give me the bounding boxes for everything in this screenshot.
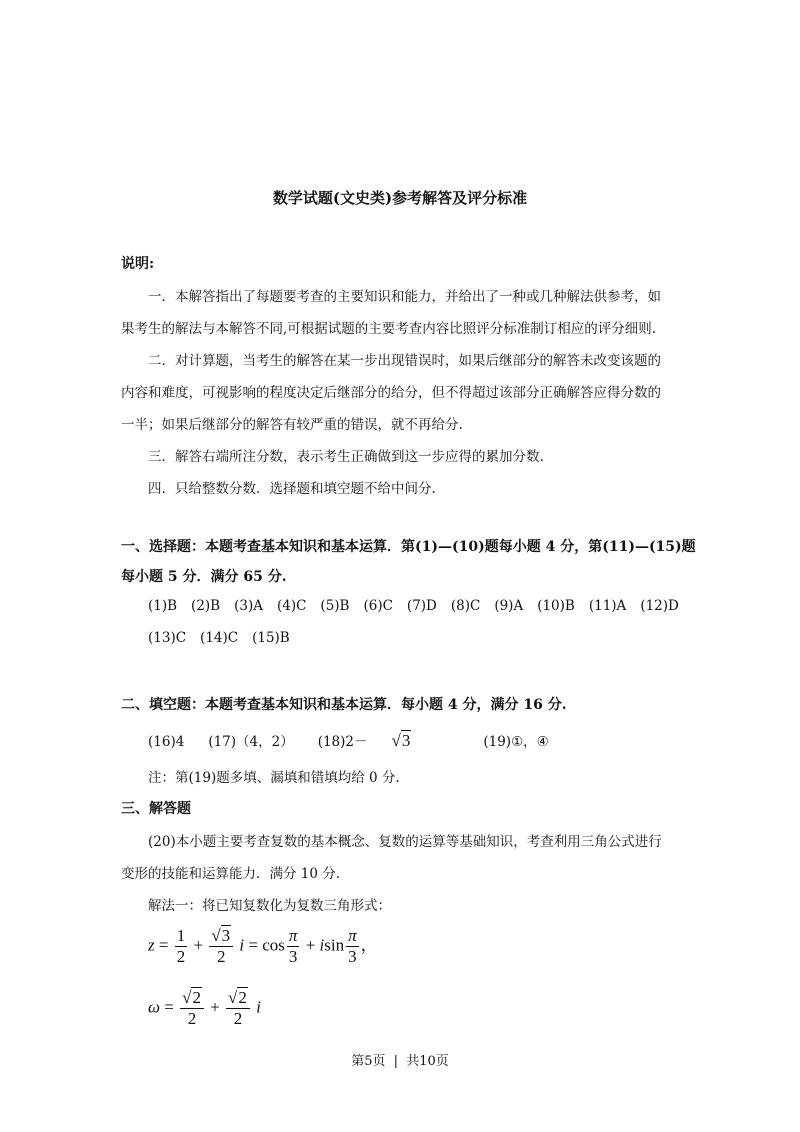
note-2-line-3: 一半；如果后继部分的解答有较严重的错误，就不再给分.	[121, 417, 463, 433]
choice-answer: (15)B	[252, 630, 290, 646]
var-omega: ω	[148, 997, 161, 1017]
sqrt-symbol: √2	[182, 988, 201, 1007]
note-4: 四．只给整数分数．选择题和填空题不给中间分.	[148, 481, 436, 497]
sqrt-radicand: 3	[221, 926, 231, 945]
choice-answers-row-1	[148, 598, 679, 614]
numerator: 1	[176, 926, 186, 945]
choice-answer: (10)B	[537, 598, 575, 614]
fill-note: 注：第(19)题多填、漏填和错填均给 0 分.	[148, 770, 400, 786]
imaginary-unit: i	[239, 935, 245, 955]
page-title: 数学试题(文史类)参考解答及评分标准	[272, 189, 528, 207]
note-3: 三．解答右端所注分数，表示考生正确做到这一步应得的累加分数.	[148, 449, 544, 465]
fraction-sqrt2-half	[180, 988, 204, 1029]
section-2-heading: 二、填空题：本题考查基本知识和基本运算．每小题 4 分，满分 16 分.	[121, 697, 567, 713]
note-1-line-2: 果考生的解法与本解答不同,可根据试题的主要考查内容比照评分标准制订相应的评分细则.	[121, 321, 657, 337]
page-footer	[0, 1050, 800, 1069]
sin-function: sin	[324, 935, 345, 955]
page-total: 共10页	[406, 1054, 449, 1069]
cos-function: cos	[262, 935, 285, 955]
choice-answer: (14)C	[200, 630, 239, 646]
imaginary-unit: i	[256, 997, 261, 1017]
footer-separator: |	[393, 1054, 399, 1069]
comma: ，	[360, 935, 378, 955]
denominator: 2	[233, 1009, 243, 1028]
choice-answer: (7)D	[406, 598, 437, 614]
choice-answer: (6)C	[363, 598, 393, 614]
imaginary-unit: i	[319, 935, 325, 955]
fill-answer-18-prefix: (18)2－	[317, 734, 368, 750]
note-1-line-1: 一．本解答指出了每题要考查的主要知识和能力，并给出了一种或几种解法供参考，如	[148, 289, 661, 305]
sqrt-radicand: 3	[401, 731, 411, 750]
choice-answer: (11)A	[588, 598, 627, 614]
sqrt-symbol: √3	[211, 926, 231, 945]
page-number: 第5页	[351, 1054, 386, 1069]
fraction-one-half	[175, 926, 188, 967]
sqrt-radicand: 2	[238, 988, 247, 1007]
plus-sign: +	[305, 935, 316, 955]
fraction-pi-third	[287, 926, 300, 967]
fill-answer-19: (19)①，④	[483, 734, 549, 750]
fill-answer-18	[318, 730, 460, 751]
equation-omega	[148, 988, 261, 1029]
fraction-sqrt2-half	[226, 988, 250, 1029]
method-1-intro: 解法一：将已知复数化为复数三角形式：	[148, 898, 391, 914]
note-2-line-1: 二．对计算题，当考生的解答在某一步出现错误时，如果后继部分的解答未改变该题的	[148, 353, 661, 369]
section-1-heading-line-1: 一、选择题：本题考查基本知识和基本运算．第(1)—(10)题每小题 4 分，第(11)—(15)题	[121, 539, 696, 555]
denominator: 3	[348, 947, 357, 966]
var-z: z	[148, 935, 155, 955]
sqrt-symbol: √2	[228, 988, 247, 1007]
choice-answer: (4)C	[276, 598, 307, 614]
choice-answers-row-2	[148, 630, 304, 646]
problem-20-line-2: 变形的技能和运算能力．满分 10 分.	[121, 866, 341, 882]
denominator: 3	[288, 947, 298, 966]
fraction-sqrt3-half	[209, 926, 233, 967]
equals-sign: =	[248, 935, 258, 955]
choice-answer: (2)B	[191, 598, 221, 614]
notes-heading: 说明:	[121, 256, 155, 272]
equation-z	[148, 926, 378, 967]
fill-answer-17: (17)（4，2）	[208, 734, 294, 750]
numerator: π	[348, 926, 357, 945]
choice-answer: (8)C	[450, 598, 481, 614]
numerator: π	[288, 926, 298, 945]
numerator	[180, 988, 204, 1009]
choice-answer: (1)B	[148, 598, 178, 614]
choice-answer: (9)A	[494, 598, 524, 614]
problem-20-line-1: (20)本小题主要考查复数的基本概念、复数的运算等基础知识，考查利用三角公式进行	[148, 834, 662, 850]
denominator: 2	[176, 947, 186, 966]
choice-answer: (13)C	[148, 630, 187, 646]
sqrt-radicand: 2	[192, 988, 201, 1007]
choice-answer: (12)D	[640, 598, 679, 614]
fill-answers	[148, 730, 573, 751]
plus-sign: +	[210, 997, 220, 1017]
equals-sign: =	[164, 997, 174, 1017]
choice-answer: (3)A	[234, 598, 263, 614]
note-2-line-2: 内容和难度，可视影响的程度决定后继部分的给分，但不得超过该部分正确解答应得分数的	[121, 385, 661, 401]
denominator: 2	[216, 947, 226, 966]
sqrt-symbol: √3	[391, 731, 411, 750]
denominator: 2	[187, 1009, 197, 1028]
choice-answer: (5)B	[320, 598, 350, 614]
equals-sign: =	[158, 935, 169, 955]
numerator	[209, 926, 233, 947]
section-3-heading: 三、解答题	[121, 801, 191, 817]
plus-sign: +	[193, 935, 204, 955]
fill-answer-16: (16)4	[148, 734, 185, 750]
numerator	[226, 988, 250, 1009]
fraction-pi-third	[346, 926, 359, 967]
section-1-heading-line-2: 每小题 5 分．满分 65 分.	[121, 569, 287, 585]
